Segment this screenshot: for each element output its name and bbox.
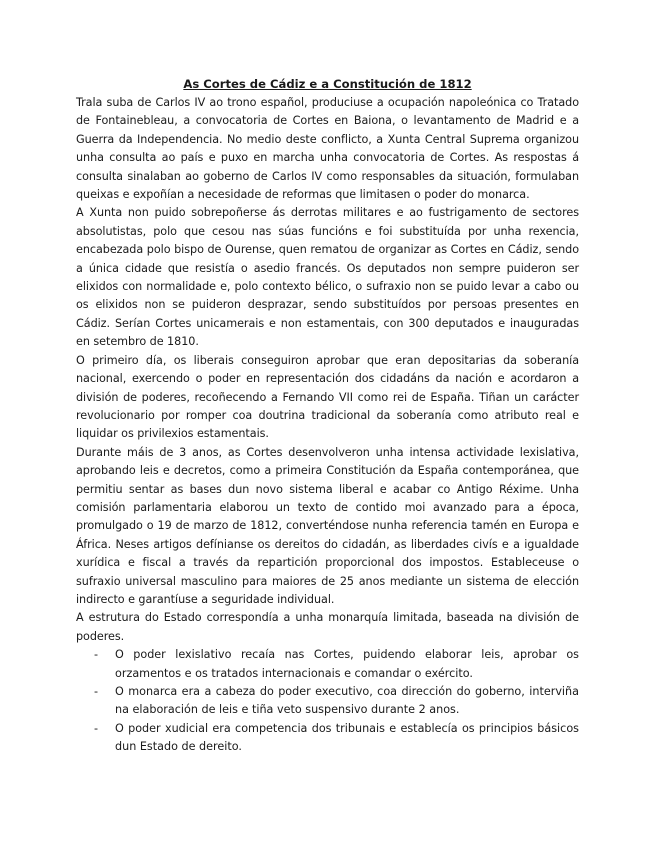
document-title: As Cortes de Cádiz e a Constitución de 1812 <box>183 77 472 91</box>
paragraph-4: Durante máis de 3 anos, as Cortes desenvolveron unha intensa actividade lexislativa, aprobando leis e decretos, como a primeira Constitución da España contemporánea, que permitiu sentar as bases dun novo sistema liberal e acabar co Antigo Réxime. Unha comisión parlamentaria elaborou un texto de contido moi avanzado para a época, promulgado o 19 de marzo de 1812, converténdose nunha referencia tamén en Europa e África. Neses artigos defínianse os dereitos do cidadán, as liberdades civís e a igualdade xurídica e fiscal a través da repartición proporcional dos impostos. Estableceuse o sufraxio universal masculino para maiores de 25 anos mediante un sistema de elección indirecto e garantíuse a seguridade individual. <box>76 445 579 606</box>
paragraph-5: A estrutura do Estado correspondía a unha monarquía limitada, baseada na división de poderes. <box>76 611 579 643</box>
list-item-text: O monarca era a cabeza do poder executivo, coa dirección do goberno, interviña na elaboración de leis e tiña veto suspensivo durante 2 anos. <box>115 685 579 717</box>
list-marker: - <box>94 648 99 662</box>
list-item <box>76 646 579 683</box>
powers-list <box>76 646 579 756</box>
list-item-text: O poder lexislativo recaía nas Cortes, puidendo elaborar leis, aprobar os orzamentos e os tratados internacionais e comandar o exército. <box>115 648 579 680</box>
paragraph-3: O primeiro día, os liberais conseguiron aprobar que eran depositarias da soberanía nacional, exercendo o poder en representación dos cidadáns da nación e acordaron a división de poderes, recoñecendo a Fernando VII como rei de España. Tiñan un carácter revolucionario por romper coa doutrina tradicional da soberanía como atributo real e liquidar os privilexios estamentais. <box>76 353 579 441</box>
list-item <box>76 683 579 720</box>
list-item <box>76 720 579 757</box>
paragraph-1: Trala suba de Carlos IV ao trono español, produciuse a ocupación napoleónica co Tratado de Fontainebleau, a convocatoria de Cortes en Baiona, o levantamento de Madrid e a Guerra da Independencia. No medio deste conflicto, a Xunta Central Suprema organizou unha consulta ao país e puxo en marcha unha convocatoria de Cortes. As respostas á consulta sinalaban ao goberno de Carlos IV como responsables da situación, formulaban queixas e expoñían a necesidade de reformas que limitasen o poder do monarca. <box>76 96 579 202</box>
paragraph-2: A Xunta non puido sobrepoñerse ás derrotas militares e ao fustrigamento de sectores absolutistas, polo que cesou nas súas funcións e foi substituída por unha rexencia, encabezada polo bispo de Ourense, quen rematou de organizar as Cortes en Cádiz, sendo a única cidade que resistía o asedio francés. Os deputados non sempre puideron ser elixidos con normalidade e, polo contexto bélico, o sufraxio non se puido levar a cabo ou os elixidos non se puideron desprazar, sendo substituídos por persoas presentes en Cádiz. Serían Cortes unicamerais e non estamentais, con 300 deputados e inauguradas en setembro de 1810. <box>76 206 579 349</box>
list-item-text: O poder xudicial era competencia dos tribunais e establecía os principios básicos dun Estado de dereito. <box>115 721 579 754</box>
list-marker: - <box>94 721 99 735</box>
list-marker: - <box>94 685 99 698</box>
